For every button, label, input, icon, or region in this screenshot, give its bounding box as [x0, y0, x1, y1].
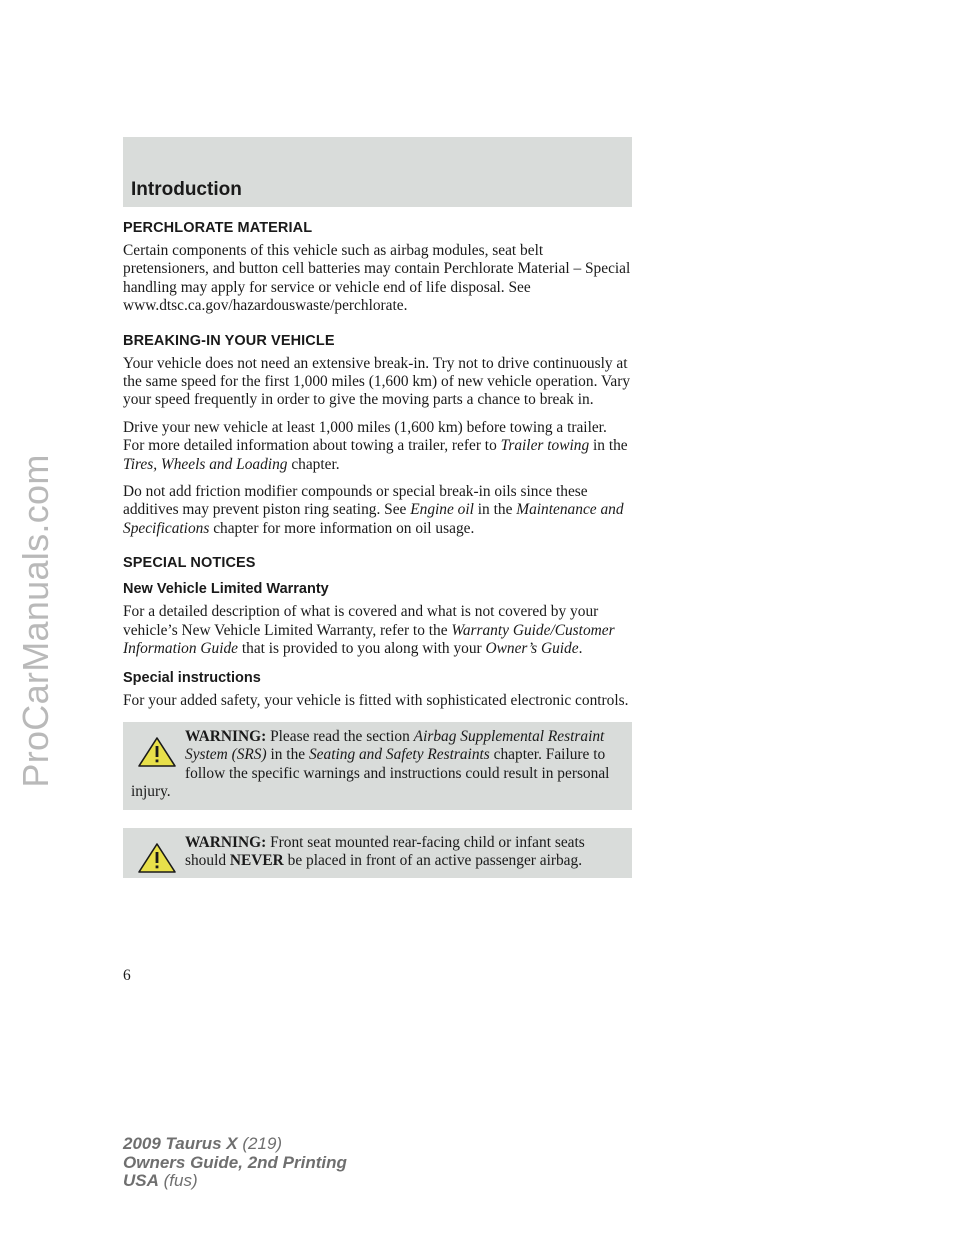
- breaking-in-p1: Your vehicle does not need an extensive break-in. Try not to drive continuously at the same speed for the first 1,000 miles (1,600 km) of new vehicle operation. Vary your speed frequently in order to give the moving parts a chance to break in.: [123, 354, 631, 409]
- perchlorate-body: Certain components of this vehicle such as airbag modules, seat belt pretensioners, and button cell batteries may contain Perchlorate Material – Special handling may apply for service or vehicle end of life disposal. See www.dtsc.ca.gov/hazardouswaste/perchlorate.: [123, 242, 631, 315]
- breaking-in-p3: Do not add friction modifier compounds or special break-in oils since these additives may prevent piston ring seating. See Engine oil in the Maintenance and Specifications chapter for more information on oil usage.: [123, 483, 624, 537]
- warning-box-child-seat: [123, 828, 632, 879]
- ref-owners-guide: Owner’s Guide: [485, 640, 579, 658]
- page-title: Introduction: [131, 179, 242, 200]
- warranty-body: For a detailed description of what is covered and what is not covered by your vehicle’s New Vehicle Limited Warranty, refer to the Warranty Guide/Customer Information Guide that is provided to you along with your Owner’s Guide.: [123, 603, 615, 658]
- heading-warranty: New Vehicle Limited Warranty: [123, 581, 329, 598]
- ref-seating-chapter: Seating and Safety Restraints: [308, 746, 490, 764]
- warning-triangle-icon: [137, 736, 177, 768]
- warning-text-airbag: WARNING: Please read the section Airbag Supplemental Restraint System (SRS) in the Seating and Safety Restraints chapter. Failure to follow the specific warnings and instructions could result in personal injury.: [131, 727, 610, 801]
- warning-box-airbag: [123, 722, 632, 810]
- ref-airbag-srs: Airbag Supplemental Restraint System (SRS): [185, 727, 605, 764]
- side-watermark: ProCarManuals.com: [15, 454, 56, 788]
- warning-triangle-icon: [137, 842, 177, 874]
- warning-text-child-seat: WARNING: Front seat mounted rear-facing child or infant seats should NEVER be placed in front of an active passenger airbag.: [185, 833, 585, 869]
- page-number: 6: [123, 967, 131, 984]
- ref-warranty-guide: Warranty Guide/Customer Information Guide: [123, 621, 615, 658]
- ref-maintenance-chapter: Maintenance and Specifications: [123, 501, 624, 537]
- heading-special-notices: SPECIAL NOTICES: [123, 555, 256, 572]
- header-band: [123, 137, 632, 207]
- ref-trailer-towing: Trailer towing: [500, 437, 590, 455]
- heading-breaking-in: BREAKING-IN YOUR VEHICLE: [123, 332, 335, 349]
- footer-info: 2009 Taurus X (219) Owners Guide, 2nd Printing USA (fus): [123, 1134, 347, 1190]
- page-content: [123, 220, 632, 878]
- heading-special-instructions: Special instructions: [123, 669, 261, 686]
- ref-tires-chapter: Tires, Wheels and Loading: [123, 455, 288, 473]
- heading-perchlorate: PERCHLORATE MATERIAL: [123, 220, 313, 236]
- instructions-body: For your added safety, your vehicle is fitted with sophisticated electronic controls.: [123, 691, 629, 709]
- breaking-in-p2: Drive your new vehicle at least 1,000 miles (1,600 km) before towing a trailer. For more detailed information about towing a trailer, refer to Trailer towing in the Tires, Wheels and Loading chapter.: [123, 418, 628, 473]
- ref-engine-oil: Engine oil: [410, 501, 474, 519]
